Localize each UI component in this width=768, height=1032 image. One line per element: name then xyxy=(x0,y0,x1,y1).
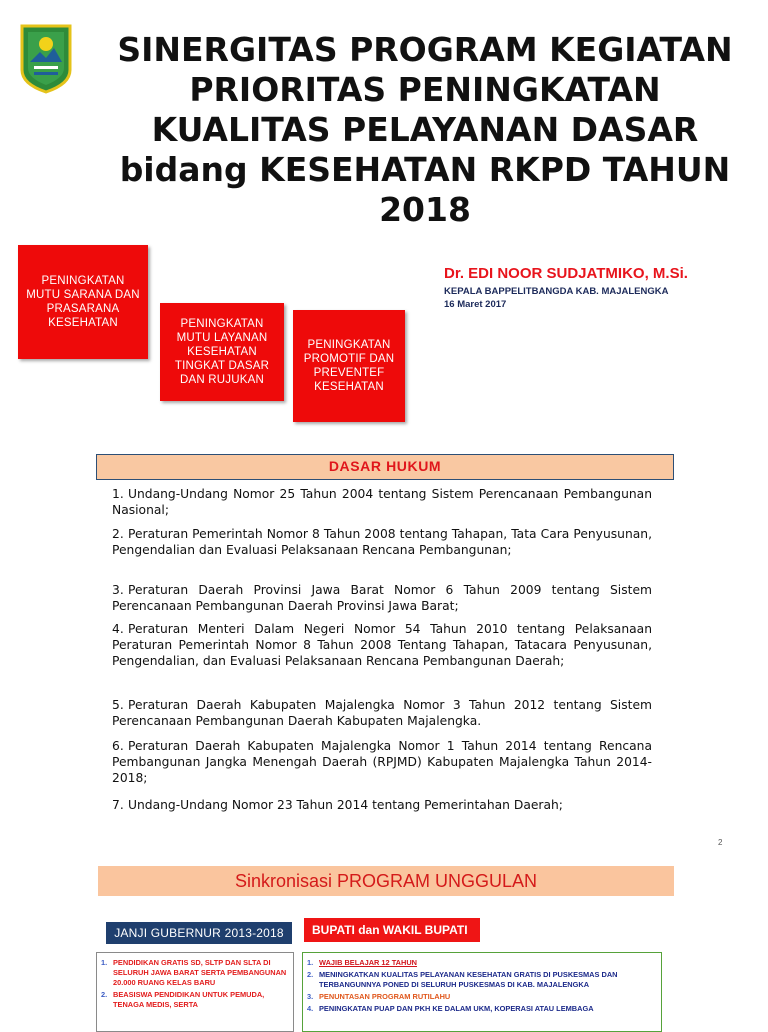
box-promotif: PENINGKATAN PROMOTIF DAN PREVENTEF KESEHATAN xyxy=(293,310,405,422)
law-number: 7. xyxy=(112,798,124,812)
speaker-date: 16 Maret 2017 xyxy=(444,299,507,310)
item-text: PENUNTASAN PROGRAM RUTILAHU xyxy=(319,992,451,1001)
item-number: 3. xyxy=(307,992,314,1001)
law-text: Undang-Undang Nomor 25 Tahun 2004 tentang Sistem Perencanaan Pembangunan Nasional; xyxy=(112,487,652,517)
title-line: PRIORITAS PENINGKATAN xyxy=(189,70,661,109)
law-number: 1. xyxy=(112,487,124,501)
title-line: KUALITAS PELAYANAN DASAR xyxy=(151,110,699,149)
page-number: 2 xyxy=(718,838,723,847)
item-number: 2. xyxy=(307,970,314,979)
sinkronisasi-prefix: Sinkronisasi xyxy=(234,871,337,891)
item-number: 1. xyxy=(307,958,314,967)
item-number: 1. xyxy=(101,958,108,967)
law-text: Peraturan Pemerintah Nomor 8 Tahun 2008 tentang Tahapan, Tata Cara Penyusunan, Pengendalian dan Evaluasi Pelaksanaan Rencana Pembangunan; xyxy=(112,527,652,557)
list-item xyxy=(101,958,289,988)
law-item xyxy=(112,526,652,558)
law-item xyxy=(112,621,652,669)
law-text: Peraturan Daerah Kabupaten Majalengka Nomor 3 Tahun 2012 tentang Sistem Perencanaan Pembangunan Daerah Kabupaten Majalengka. xyxy=(112,698,652,728)
majalengka-logo-icon xyxy=(18,22,74,94)
law-number: 5. xyxy=(112,698,124,712)
item-text: BEASISWA PENDIDIKAN UNTUK PEMUDA, TENAGA MEDIS, SERTA xyxy=(113,990,265,1009)
sinkronisasi-heading xyxy=(98,866,674,896)
law-text: Peraturan Menteri Dalam Negeri Nomor 54 Tahun 2010 tentang Pelaksanaan Peraturan Pemerintah Nomor 8 Tahun 2008 Tentang Tahapan, Tatacara Penyusunan, Pengendalian, dan Evaluasi Pelaksanaan Rencana Pembangunan Daerah; xyxy=(112,622,652,668)
box-mutu-layanan: PENINGKATAN MUTU LAYANAN KESEHATAN TINGKAT DASAR DAN RUJUKAN xyxy=(160,303,284,401)
speaker-name: Dr. EDI NOOR SUDJATMIKO, M.Si. xyxy=(444,265,688,282)
law-number: 2. xyxy=(112,527,124,541)
slide-title xyxy=(90,30,760,230)
law-item xyxy=(112,697,652,729)
law-number: 4. xyxy=(112,622,124,636)
law-number: 3. xyxy=(112,583,124,597)
title-line: bidang KESEHATAN RKPD TAHUN xyxy=(119,150,731,189)
item-text: PENDIDIKAN GRATIS SD, SLTP DAN SLTA DI SELURUH JAWA BARAT SERTA PEMBANGUNAN 20.000 RUANG KELAS BARU xyxy=(113,958,287,987)
law-item xyxy=(112,582,652,614)
item-text: MENINGKATKAN KUALITAS PELAYANAN KESEHATAN GRATIS DI PUSKESMAS DAN TERBANGUNNYA PONED DI SELURUH PUSKESMAS DI KAB. MAJALENGKA xyxy=(319,970,618,989)
item-number: 4. xyxy=(307,1004,314,1013)
law-text: Peraturan Daerah Kabupaten Majalengka Nomor 1 Tahun 2014 tentang Rencana Pembangunan Jangka Menengah Daerah (RPJMD) Kabupaten Majalengka Tahun 2014-2018; xyxy=(112,739,652,785)
law-item xyxy=(112,797,652,813)
sinkronisasi-main: PROGRAM UNGGULAN xyxy=(337,871,538,891)
list-item xyxy=(307,992,657,1002)
title-line: SINERGITAS PROGRAM KEGIATAN xyxy=(117,30,733,69)
law-number: 6. xyxy=(112,739,124,753)
item-text: PENINGKATAN PUAP DAN PKH KE DALAM UKM, KOPERASI ATAU LEMBAGA xyxy=(319,1004,594,1013)
list-item xyxy=(307,970,657,990)
list-item xyxy=(307,958,657,968)
law-item xyxy=(112,738,652,786)
speaker-block xyxy=(444,265,754,310)
law-text: Undang-Undang Nomor 23 Tahun 2014 tentang Pemerintahan Daerah; xyxy=(128,798,563,812)
title-line: 2018 xyxy=(379,190,471,229)
law-text: Peraturan Daerah Provinsi Jawa Barat Nomor 6 Tahun 2009 tentang Sistem Perencanaan Pembangunan Daerah Provinsi Jawa Barat; xyxy=(112,583,652,613)
box-mutu-sarana: PENINGKATAN MUTU SARANA DAN PRASARANA KESEHATAN xyxy=(18,245,148,359)
bupati-label: BUPATI dan WAKIL BUPATI xyxy=(304,918,480,942)
dasar-hukum-heading: DASAR HUKUM xyxy=(96,454,674,480)
item-text: WAJIB BELAJAR 12 TAHUN xyxy=(319,958,418,967)
list-item xyxy=(101,990,289,1010)
bupati-list xyxy=(302,952,662,1032)
speaker-role: KEPALA BAPPELITBANGDA KAB. MAJALENGKA xyxy=(444,286,669,297)
item-number: 2. xyxy=(101,990,108,999)
law-item xyxy=(112,486,652,518)
janji-gubernur-label: JANJI GUBERNUR 2013-2018 xyxy=(106,922,292,944)
list-item xyxy=(307,1004,657,1014)
gubernur-list xyxy=(96,952,294,1032)
